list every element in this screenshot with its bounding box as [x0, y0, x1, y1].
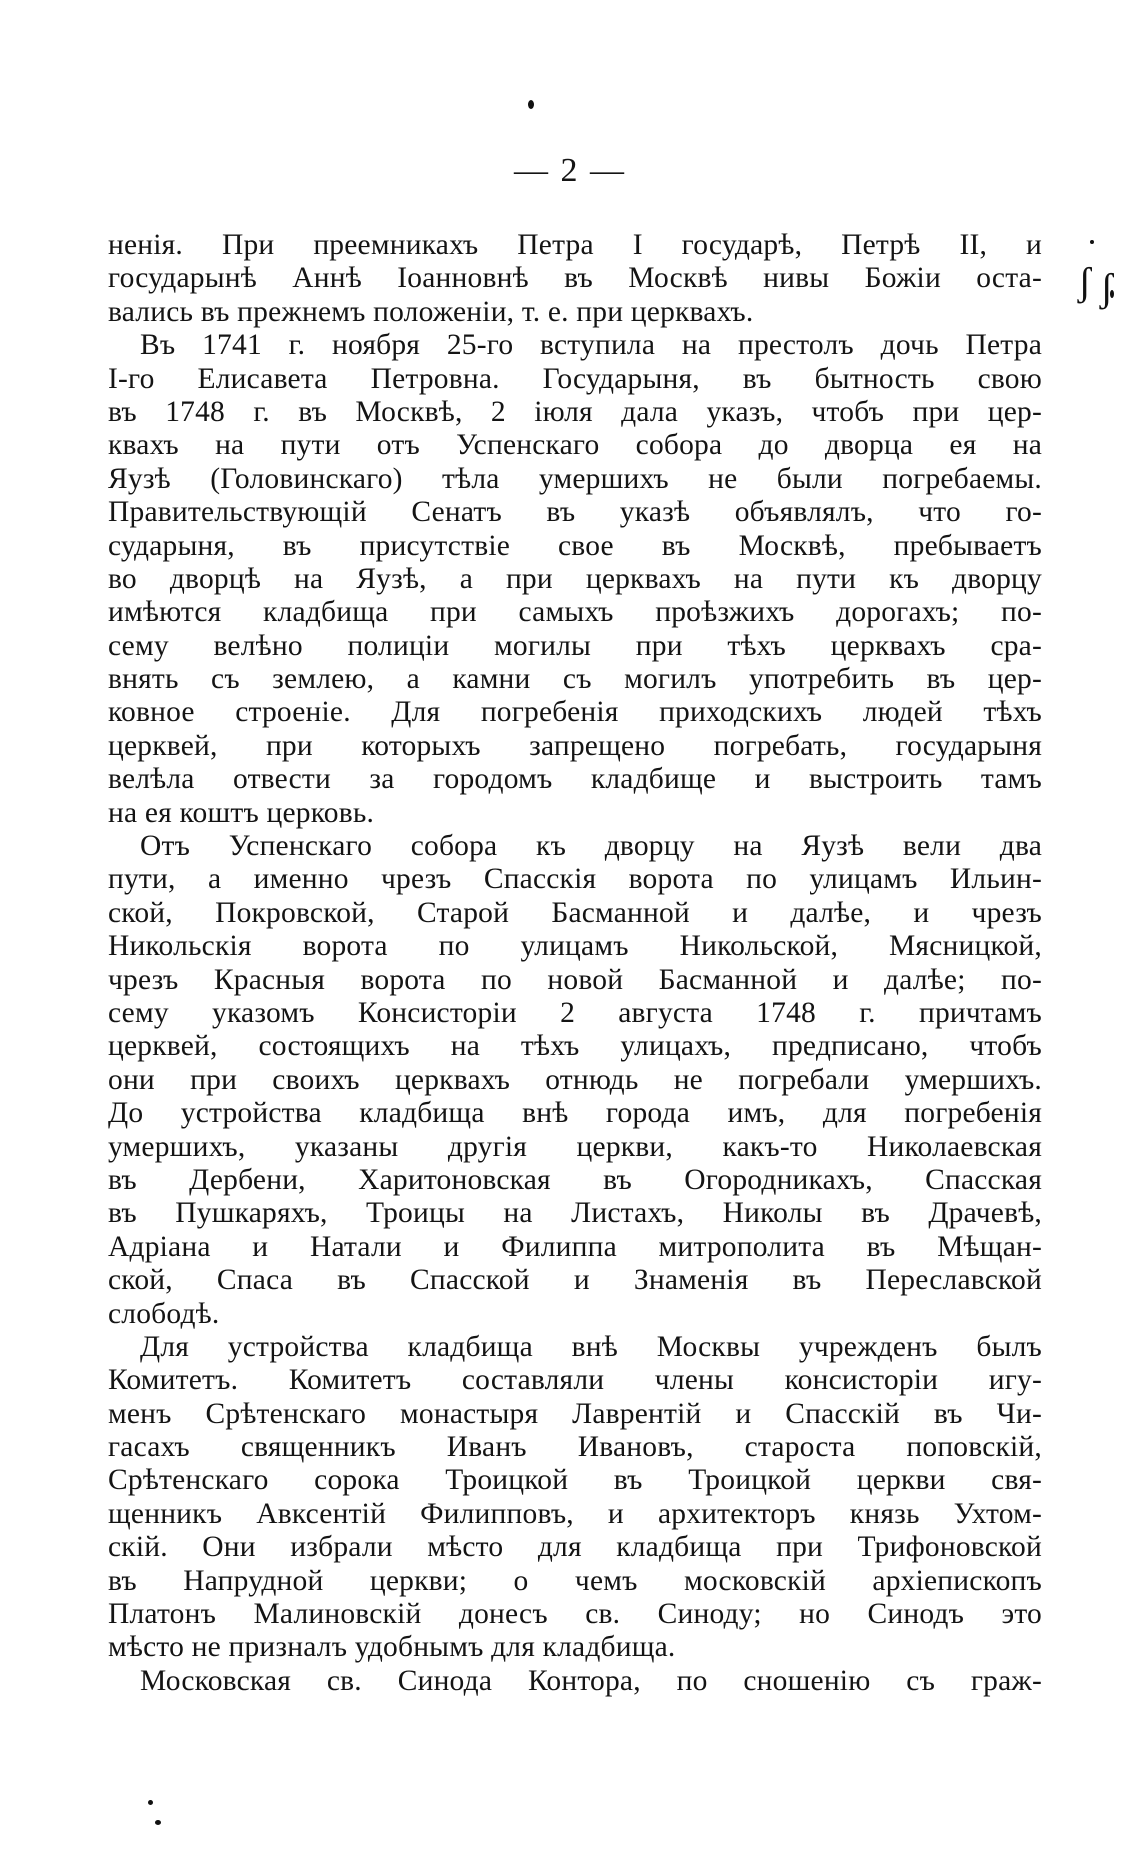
text-line: Московская св. Синода Контора, по сношенію съ граж- — [140, 1664, 1042, 1697]
text-line: Комитетъ. Комитетъ составляли члены консисторіи игу- — [108, 1364, 1042, 1397]
text-line: въ Дербени, Харитоновская въ Огородникахъ, Спасская — [108, 1163, 1042, 1196]
scan-speck — [148, 1800, 153, 1805]
text-line: Правительствующій Сенатъ въ указѣ объявлялъ, что го- — [108, 496, 1042, 529]
scan-speck — [528, 100, 534, 109]
text-line: Платонъ Малиновскій донесъ св. Синоду; но Синодъ это — [108, 1598, 1042, 1631]
text-line: квахъ на пути отъ Успенскаго собора до дворца ея на — [108, 429, 1042, 462]
text-line: въ Пушкаряхъ, Троицы на Листахъ, Николы въ Драчевѣ, — [108, 1197, 1042, 1230]
body-text — [108, 229, 1042, 1698]
text-line: церквей, при которыхъ запрещено погребать, государыня — [108, 729, 1042, 762]
text-line: имѣются кладбища при самыхъ проѣзжихъ дорогахъ; по- — [108, 596, 1042, 629]
text-line: сему указомъ Консисторіи 2 августа 1748 г. причтамъ — [108, 996, 1042, 1029]
text-line: въ 1748 г. въ Москвѣ, 2 іюля дала указъ, чтобъ при цер- — [108, 395, 1042, 428]
text-line: гасахъ священникъ Иванъ Ивановъ, староста поповскій, — [108, 1431, 1042, 1464]
text-line: сударыня, въ присутствіе свое въ Москвѣ, пребываетъ — [108, 529, 1042, 562]
text-line: умершихъ, указаны другія церкви, какъ-то Николаевская — [108, 1130, 1042, 1163]
text-line: мѣсто не призналъ удобнымъ для кладбища. — [108, 1631, 676, 1664]
text-line: ской, Покровской, Старой Басманной и далѣе, и чрезъ — [108, 896, 1042, 929]
text-line: Отъ Успенскаго собора къ дворцу на Яузѣ вели два — [140, 830, 1042, 863]
text-line: въ Напрудной церкви; о чемъ московскій архіепископъ — [108, 1564, 1042, 1597]
scan-speck — [1090, 240, 1094, 244]
scan-mark: ʃ — [1078, 259, 1092, 304]
text-line: ковное строеніе. Для погребенія приходскихъ людей тѣхъ — [108, 696, 1042, 729]
text-line: ненія. При преемникахъ Петра I государѣ, Петрѣ II, и — [108, 229, 1042, 261]
text-line: государынѣ Аннѣ Іоанновнѣ въ Москвѣ нивы Божіи оста- — [108, 262, 1042, 295]
text-line: Адріана и Натали и Филиппа митрополита въ Мѣщан- — [108, 1230, 1042, 1263]
text-line: слободѣ. — [108, 1297, 220, 1330]
text-line: чрезъ Красныя ворота по новой Басманной и далѣе; по- — [108, 963, 1042, 996]
scan-mark: ʃ — [1100, 265, 1114, 310]
text-line: До устройства кладбища внѣ города имъ, для погребенія — [108, 1097, 1042, 1130]
text-line: Срѣтенскаго сорока Троицкой въ Троицкой церкви свя- — [108, 1464, 1042, 1497]
text-line: Для устройства кладбища внѣ Москвы учрежденъ былъ — [140, 1330, 1042, 1363]
text-line: на ея коштъ церковь. — [108, 796, 375, 829]
text-line: они при своихъ церквахъ отнюдь не погребали умершихъ. — [108, 1063, 1042, 1096]
text-line: менъ Срѣтенскаго монастыря Лаврентій и Спасскій въ Чи- — [108, 1397, 1042, 1430]
text-line: Яузѣ (Головинскаго) тѣла умершихъ не были погребаемы. — [108, 462, 1042, 495]
text-line: церквей, состоящихъ на тѣхъ улицахъ, предписано, чтобъ — [108, 1030, 1042, 1063]
scan-speck — [155, 1820, 161, 1825]
text-line: ской, Спаса въ Спасской и Знаменія въ Переславской — [108, 1264, 1042, 1297]
text-line: скій. Они избрали мѣсто для кладбища при Трифоновской — [108, 1531, 1042, 1564]
text-line: I-го Елисавета Петровна. Государыня, въ бытность свою — [108, 362, 1042, 395]
text-line: Никольскія ворота по улицамъ Никольской, Мясницкой, — [108, 930, 1042, 963]
text-line: во дворцѣ на Яузѣ, а при церквахъ на пути къ дворцу — [108, 562, 1042, 595]
text-line: велѣла отвести за городомъ кладбище и выстроить тамъ — [108, 763, 1042, 796]
text-line: щенникъ Авксентій Филипповъ, и архитекторъ князь Ухтом- — [108, 1497, 1042, 1530]
text-line: Въ 1741 г. ноября 25-го вступила на престолъ дочь Петра — [140, 329, 1042, 362]
text-line: сему велѣно полиціи могилы при тѣхъ церквахъ сра- — [108, 629, 1042, 662]
text-line: вались въ прежнемъ положеніи, т. е. при церквахъ. — [108, 295, 754, 328]
page-number: — 2 — — [514, 152, 626, 189]
text-line: пути, а именно чрезъ Спасскія ворота по улицамъ Ильин- — [108, 863, 1042, 896]
text-line: внять съ землею, а камни съ могилъ употребить въ цер- — [108, 663, 1042, 696]
